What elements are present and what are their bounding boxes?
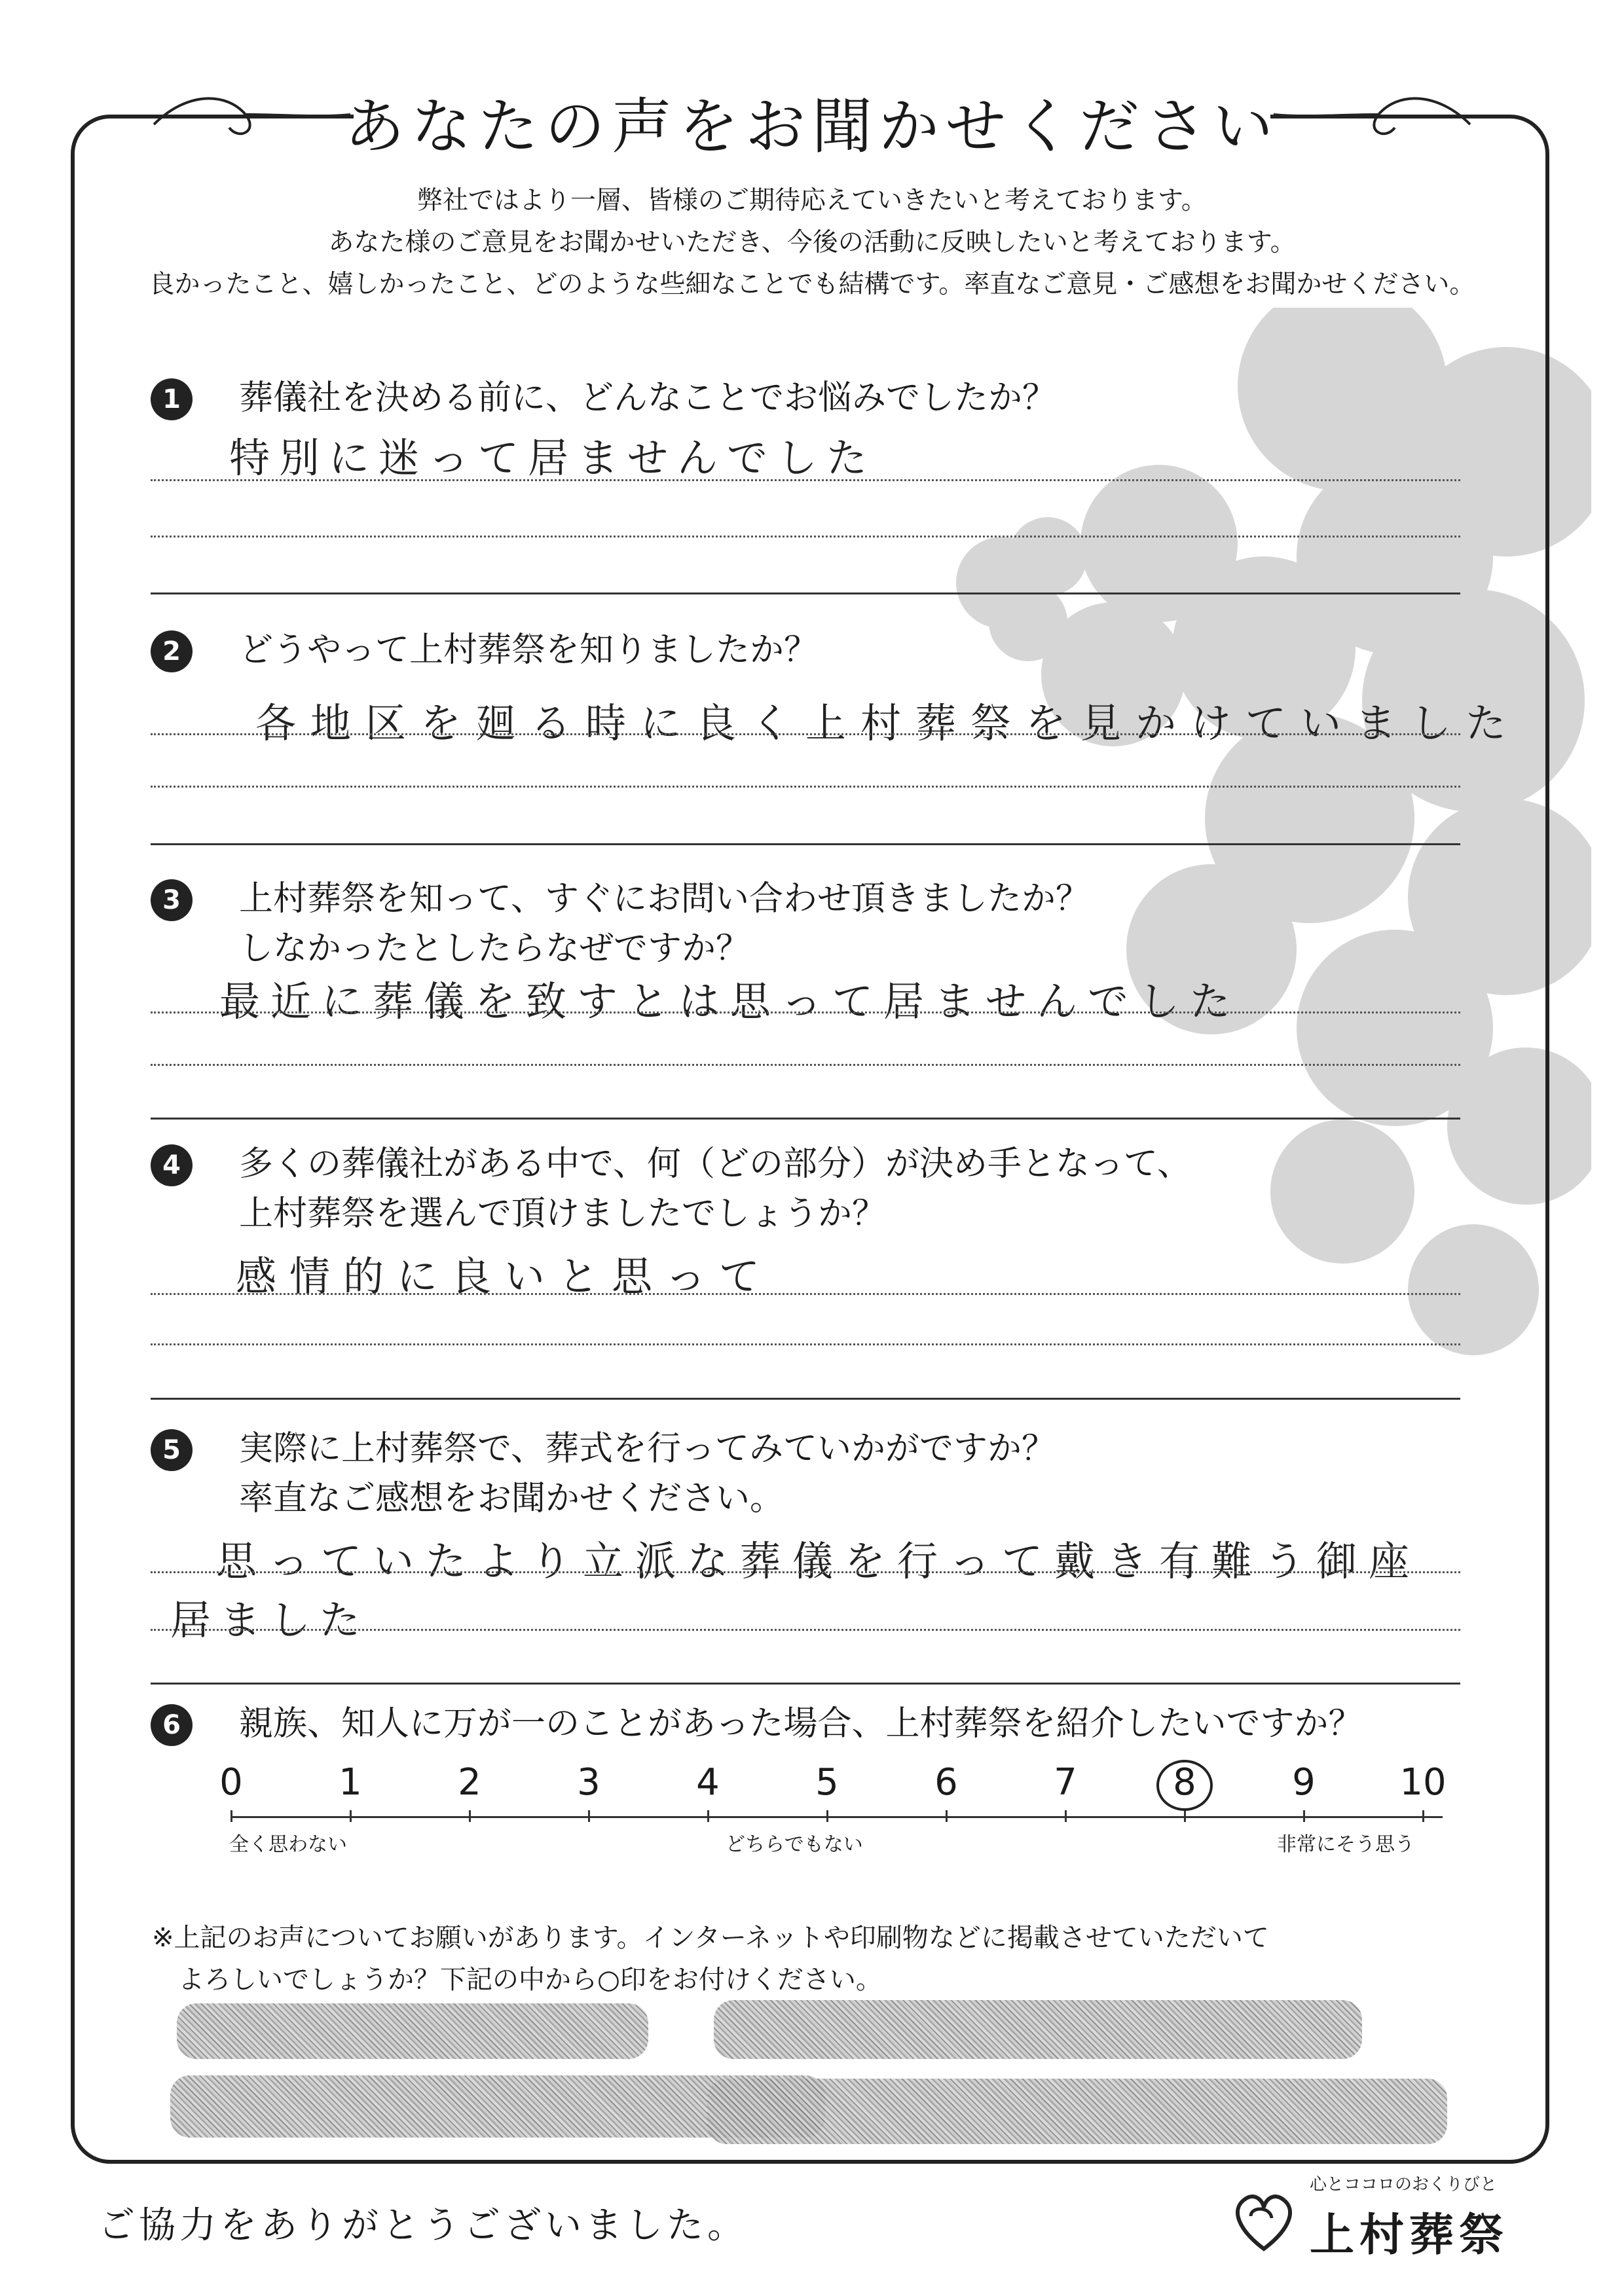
question-number: 6 <box>151 1704 193 1746</box>
question-line: 率直なご感想をお聞かせください。 <box>239 1479 784 1518</box>
question-number: 2 <box>151 630 193 672</box>
question-text <box>239 373 1056 423</box>
answer-rule <box>151 1571 1460 1573</box>
question-line: 多くの葬儀社がある中で、何（どの部分）が決め手となって、 <box>239 1144 1191 1184</box>
intro-text <box>0 180 1624 306</box>
question-text <box>239 1699 1362 1749</box>
answer-rule <box>151 1293 1460 1295</box>
scale-tick <box>1065 1810 1067 1822</box>
scale-tick <box>826 1810 828 1822</box>
note-line: よろしいでしょうか？下記の中から○印をお付けください。 <box>178 1965 882 1995</box>
question-number: 5 <box>151 1429 193 1471</box>
answer-rule <box>151 1064 1460 1066</box>
answer-3-line[interactable]: 最近に葬儀を致すとは思って居ませんでした <box>219 977 1242 1025</box>
scale-number-10[interactable]: 10 <box>1399 1761 1447 1804</box>
redacted-area <box>707 2079 1447 2144</box>
answer-2-line[interactable]: 各地区を廻る時に良く上村葬祭を見かけていました <box>255 699 1521 747</box>
scale-number-0[interactable]: 0 <box>219 1761 243 1804</box>
scale-number-5[interactable]: 5 <box>815 1761 839 1804</box>
scale-tick <box>231 1810 232 1822</box>
scale-number-9[interactable]: 9 <box>1292 1761 1316 1804</box>
section-divider <box>151 843 1460 845</box>
note-line: ※上記のお声についてお願いがあります。インターネットや印刷物などに掲載させていただいて <box>152 1923 1269 1953</box>
scale-label-mid: どちらでもない <box>726 1833 863 1856</box>
scale-number-8[interactable]: 8 <box>1173 1761 1196 1804</box>
redacted-area <box>714 2000 1362 2059</box>
answer-rule <box>151 1629 1460 1631</box>
question-number: 1 <box>151 378 193 420</box>
scale-tick <box>350 1810 352 1822</box>
thanks-message: ご協力をありがとうございました。 <box>98 2204 748 2247</box>
section-divider <box>151 592 1460 594</box>
scale-tick <box>1184 1810 1186 1822</box>
question-text <box>239 625 818 675</box>
section-divider <box>151 1118 1460 1120</box>
scale-tick <box>946 1810 948 1822</box>
redacted-area <box>177 2003 648 2059</box>
intro-line: あなた様のご意見をお聞かせいただき、今後の活動に反映したいと考えております。 <box>328 228 1296 257</box>
heart-logo-icon <box>1225 2180 1303 2259</box>
question-line: どうやって上村葬祭を知りましたか？ <box>239 630 819 670</box>
answer-5-line-2[interactable]: 居ました <box>170 1596 370 1644</box>
section-divider <box>151 1683 1460 1685</box>
question-number: 3 <box>151 879 193 921</box>
answer-rule <box>151 1011 1460 1013</box>
section-divider <box>151 1398 1460 1400</box>
question-number: 4 <box>151 1144 193 1186</box>
question-text <box>239 874 1090 974</box>
question-line: 上村葬祭を知って、すぐにお問い合わせ頂きましたか？ <box>239 879 1090 919</box>
question-text <box>239 1424 1056 1523</box>
publication-note <box>152 1917 1269 2001</box>
question-line: 上村葬祭を選んで頂けましたでしょうか？ <box>239 1194 887 1233</box>
scale-number-7[interactable]: 7 <box>1054 1761 1077 1804</box>
scale-number-3[interactable]: 3 <box>577 1761 600 1804</box>
question-line: 葬儀社を決める前に、どんなことでお悩みでしたか？ <box>239 378 1057 418</box>
question-line: しなかったとしたらなぜですか？ <box>239 929 750 968</box>
scale-tick <box>707 1810 709 1822</box>
question-text <box>239 1139 1191 1239</box>
scale-label-high: 非常にそう思う <box>1277 1833 1414 1856</box>
scale-number-1[interactable]: 1 <box>339 1761 362 1804</box>
rating-scale-line <box>231 1816 1443 1818</box>
company-logo <box>1218 2167 1519 2265</box>
selected-rating-circle <box>1156 1760 1213 1811</box>
scale-tick <box>588 1810 590 1822</box>
intro-line: 良かったこと、嬉しかったこと、どのような些細なことでも結構です。率直なご意見・ご感想をお聞かせください。 <box>149 270 1475 299</box>
scale-label-low: 全く思わない <box>229 1833 347 1856</box>
scale-tick <box>1303 1810 1305 1822</box>
scale-number-4[interactable]: 4 <box>696 1761 720 1804</box>
answer-rule <box>151 786 1460 788</box>
answer-rule <box>151 1343 1460 1345</box>
answer-1-line[interactable]: 特別に迷って居ませんでした <box>229 434 877 482</box>
page-title: あなたの声をお聞かせください <box>344 92 1280 162</box>
question-line: 親族、知人に万が一のことがあった場合、上村葬祭を紹介したいですか？ <box>239 1704 1363 1743</box>
scale-tick <box>469 1810 471 1822</box>
answer-5-line-1[interactable]: 思っていたより立派な葬儀を行って戴き有難う御座 <box>216 1537 1422 1585</box>
scale-number-6[interactable]: 6 <box>934 1761 958 1804</box>
answer-rule <box>151 733 1460 735</box>
scale-number-2[interactable]: 2 <box>458 1761 481 1804</box>
logo-tagline: 心とココロのおくりびと <box>1310 2175 1498 2195</box>
intro-line: 弊社ではより一層、皆様のご期待応えていきたいと考えております。 <box>417 186 1207 215</box>
answer-rule <box>151 479 1460 481</box>
logo-name: 上村葬祭 <box>1310 2210 1509 2261</box>
question-line: 実際に上村葬祭で、葬式を行ってみていかがですか？ <box>239 1429 1056 1468</box>
scale-tick <box>1422 1810 1424 1822</box>
answer-4-line[interactable]: 感情的に良いと思って <box>236 1252 773 1300</box>
answer-rule <box>151 536 1460 538</box>
